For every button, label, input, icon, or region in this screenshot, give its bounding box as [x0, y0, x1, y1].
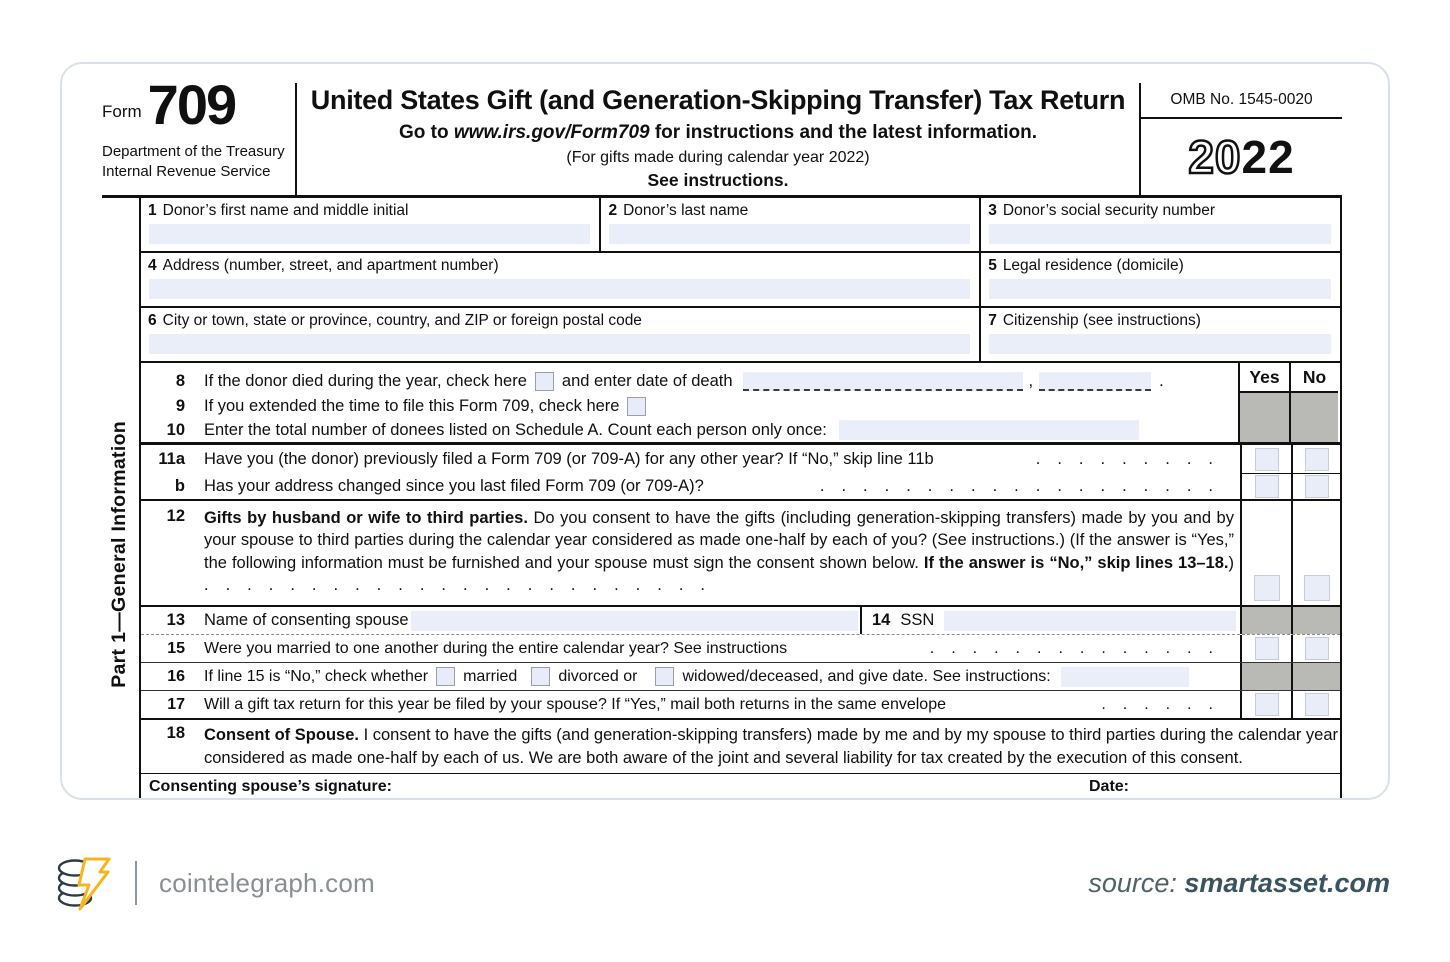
cointelegraph-site-text: cointelegraph.com: [159, 867, 375, 898]
shaded-yes-cell: [1238, 393, 1289, 442]
line-11b-text: Has your address changed since you last filed Form 709 (or 709-A)?: [204, 476, 704, 495]
line-18-text: I consent to have the gifts (and generation-skipping transfers) made by me and by my spouse to third parties during the calendar year considered as made one-half by each of us. We are both aware of the joint and several liability for tax created by the execution of this consent.: [204, 726, 1339, 767]
line-11a-yes-checkbox[interactable]: [1255, 448, 1279, 471]
line-18-number: 18: [166, 724, 185, 742]
row-12: [141, 501, 1340, 607]
line-17-yes-cell: [1240, 691, 1291, 718]
field-donor-last-name: [599, 198, 979, 251]
line-15-number: 15: [167, 639, 185, 657]
field-2-number: 2: [608, 202, 618, 219]
donor-died-checkbox[interactable]: [535, 372, 554, 391]
line-11a-no-cell: [1291, 445, 1340, 473]
field-6-number: 6: [148, 312, 157, 329]
no-header: No: [1289, 363, 1338, 393]
source-site: smartasset.com: [1184, 867, 1390, 898]
line-11b-no-checkbox[interactable]: [1305, 475, 1329, 498]
line-13-number: 13: [166, 611, 185, 629]
field-14-ssn: [860, 607, 1240, 634]
goto-suffix: for instructions and the latest information.: [649, 122, 1037, 143]
year-outline-digits: 20: [1188, 131, 1242, 183]
field-1-label: Donor’s first name and middle initial: [162, 202, 409, 219]
line-8-text-post: and enter date of death: [561, 371, 733, 390]
line-11a-text: Have you (the donor) previously filed a Form 709 (or 709-A) for any other year? If “No,” skip line 11b: [204, 449, 934, 468]
rows-8-10-block: [141, 363, 1340, 445]
row-16: [141, 663, 1340, 691]
line-8-period: .: [1159, 371, 1164, 390]
field-citizenship: [979, 308, 1340, 361]
line-12-number: 12: [166, 507, 185, 525]
divorced-label: divorced or: [558, 667, 638, 685]
line-16: [141, 663, 1240, 690]
line-16-shaded-no-cell: [1291, 663, 1340, 690]
line-12-paragraph: [204, 507, 1240, 605]
widowed-label: widowed/deceased, and give date. See instructions:: [682, 667, 1051, 685]
yes-no-header: [1238, 363, 1340, 393]
line-11a: [141, 445, 1240, 473]
field-2-label: Donor’s last name: [623, 202, 749, 219]
extended-time-checkbox[interactable]: [627, 397, 646, 416]
row-17: [141, 691, 1340, 720]
line-8-text-pre: If the donor died during the year, check here: [204, 371, 527, 390]
line-15-dot-leader: ..............: [929, 639, 1230, 657]
citizenship-input[interactable]: [989, 334, 1331, 354]
year-solid-digits: 22: [1241, 131, 1295, 183]
line-11b-no-cell: [1291, 473, 1340, 499]
line-12-dot-leader: ........................: [204, 576, 723, 595]
line-15-no-cell: [1291, 635, 1340, 662]
line-12-close-paren: ): [1228, 553, 1234, 572]
source-prefix: source:: [1088, 867, 1185, 898]
line-15-yes-cell: [1240, 635, 1291, 662]
line-16-shaded-yes-cell: [1240, 663, 1291, 690]
consenting-spouse-name-input[interactable]: [411, 611, 858, 631]
row-6-7: [141, 308, 1340, 363]
field-city: [141, 308, 979, 361]
line-17-number: 17: [167, 695, 185, 713]
field-7-number: 7: [988, 312, 997, 329]
line-14-number: 14: [872, 611, 891, 629]
line-10: [141, 418, 1238, 442]
line-13-shaded-yes-cell: [1240, 607, 1291, 634]
goto-prefix: Go to: [399, 122, 454, 143]
donor-first-name-input[interactable]: [149, 224, 590, 244]
cointelegraph-logo-icon: [55, 852, 113, 914]
line-9-text: If you extended the time to file this Form 709, check here: [204, 396, 620, 415]
line-11a-yes-cell: [1240, 445, 1291, 473]
field-donor-ssn: [979, 198, 1340, 251]
row-4-5: [141, 253, 1340, 308]
shaded-no-cell: [1289, 393, 1338, 442]
calendar-year-note: (For gifts made during calendar year 2022): [566, 149, 870, 166]
total-donees-input[interactable]: [839, 420, 1139, 440]
form-number: 709: [147, 73, 236, 136]
omb-number: OMB No. 1545-0020: [1141, 83, 1342, 119]
line-16-date-input[interactable]: [1061, 667, 1189, 687]
agency-line-1: Department of the Treasury: [102, 143, 285, 161]
form-number-block: [102, 73, 295, 136]
donor-last-name-input[interactable]: [609, 224, 970, 244]
line-18-paragraph: [204, 724, 1340, 773]
line-17: [141, 691, 1240, 718]
line-14-text: SSN: [900, 611, 935, 629]
source-credit: [1088, 868, 1390, 899]
field-3-label: Donor’s social security number: [1002, 202, 1216, 219]
line-11a-no-checkbox[interactable]: [1305, 448, 1329, 471]
line-16-text-pre: If line 15 is “No,” check whether: [204, 667, 429, 685]
line-12-yes-checkbox[interactable]: [1254, 575, 1280, 601]
rows-8-10-text: [141, 363, 1238, 442]
line-13-text: Name of consenting spouse: [204, 611, 409, 629]
line-18-bold-lead: Consent of Spouse.: [204, 726, 359, 744]
line-9-number: 9: [175, 396, 185, 415]
agency-line-2: Internal Revenue Service: [102, 162, 271, 180]
legal-residence-input[interactable]: [989, 279, 1331, 299]
rows-9-10-shaded: [1238, 393, 1340, 442]
line-17-text: Will a gift tax return for this year be filed by your spouse? If “Yes,” mail both returns in the same envelope: [204, 695, 946, 713]
form-word: Form: [102, 102, 142, 122]
line-17-no-checkbox[interactable]: [1305, 693, 1329, 716]
line-17-yes-checkbox[interactable]: [1255, 693, 1279, 716]
address-input[interactable]: [149, 279, 970, 299]
line-11b-dot-leader: ...................: [819, 476, 1230, 495]
footer: [55, 848, 1390, 918]
footer-divider: [135, 861, 137, 905]
consenting-spouse-signature-label: Consenting spouse’s signature:: [149, 778, 392, 795]
row-1-2-3: [141, 198, 1340, 253]
line-17-no-cell: [1291, 691, 1340, 718]
line-11b: [141, 473, 1240, 499]
form-709-card: [60, 62, 1390, 800]
form-header: [102, 64, 1342, 198]
row-18: [141, 720, 1340, 774]
date-of-death-input[interactable]: [743, 372, 1023, 391]
general-information-table: [139, 198, 1342, 800]
divorced-checkbox[interactable]: [531, 667, 550, 686]
row-11b: [141, 473, 1340, 501]
field-7-label: Citizenship (see instructions): [1002, 312, 1201, 329]
signature-row: [141, 774, 1340, 800]
city-input[interactable]: [149, 334, 970, 354]
field-donor-first-name: [141, 198, 599, 251]
line-10-number: 10: [166, 420, 185, 439]
line-12-text: Do you consent to have the gifts (including generation-skipping transfers) made by you and by your spouse to third parties during the calendar year considered as made one-half by each of you? (See instructions.) (If the answer is “Yes,” the following information must be furnished and your spouse must sign the consent shown below.: [204, 509, 1234, 572]
date-label: Date:: [1089, 778, 1130, 795]
part1-sidebar: [100, 344, 139, 764]
row-11a: [141, 445, 1340, 473]
yes-header: Yes: [1238, 363, 1289, 393]
line-12-bold-lead: Gifts by husband or wife to third parties.: [204, 509, 528, 527]
yes-no-column: [1238, 363, 1340, 442]
line-17-dot-leader: ......: [1101, 695, 1230, 713]
see-instructions: See instructions.: [647, 170, 789, 190]
field-5-label: Legal residence (domicile): [1002, 257, 1184, 274]
married-label: married: [463, 667, 518, 685]
irs-url: www.irs.gov/Form709: [453, 122, 650, 143]
form-header-left: [102, 64, 295, 195]
field-1-number: 1: [148, 202, 157, 219]
line-12-no-checkbox[interactable]: [1304, 575, 1330, 601]
agency-lines: [102, 142, 295, 181]
line-15-yes-checkbox[interactable]: [1255, 637, 1279, 660]
line-15-text: Were you married to one another during the entire calendar year? See instructions: [204, 639, 788, 657]
part1-label: Part 1—General Information: [108, 420, 130, 688]
line-8-comma: ,: [1028, 371, 1034, 390]
line-12-no-cell: [1291, 501, 1340, 605]
form-header-right: [1139, 83, 1342, 195]
line-8: [141, 368, 1238, 395]
field-legal-residence: [979, 253, 1340, 306]
line-9: [141, 395, 1238, 419]
field-4-label: Address (number, street, and apartment number): [162, 257, 499, 274]
form-title: United States Gift (and Generation-Skipping Transfer) Tax Return: [310, 85, 1126, 115]
line-10-text: Enter the total number of donees listed on Schedule A. Count each person only once:: [204, 420, 827, 439]
line-12-bold-skip: If the answer is “No,” skip lines 13–18.: [923, 553, 1229, 572]
field-address: [141, 253, 979, 306]
line-16-number: 16: [167, 667, 185, 685]
field-3-number: 3: [988, 202, 997, 219]
field-6-label: City or town, state or province, country, and ZIP or foreign postal code: [162, 312, 642, 329]
widowed-checkbox[interactable]: [655, 667, 674, 686]
row-15: [141, 635, 1340, 663]
line-11b-number: b: [174, 476, 185, 495]
line-15-no-checkbox[interactable]: [1305, 637, 1329, 660]
field-5-number: 5: [988, 257, 997, 274]
form-header-center: [295, 83, 1139, 195]
field-4-number: 4: [148, 257, 157, 274]
line-11b-yes-cell: [1240, 473, 1291, 499]
spouse-ssn-input[interactable]: [944, 611, 1236, 631]
line-13-shaded-no-cell: [1291, 607, 1340, 634]
goto-line: [297, 122, 1139, 144]
date-of-death-year-input[interactable]: [1039, 372, 1151, 391]
line-15: [141, 635, 1240, 662]
line-11a-number: 11a: [158, 449, 185, 468]
line-12-yes-cell: [1240, 501, 1291, 605]
tax-year: [1141, 119, 1342, 195]
line-11a-dot-leader: .........: [1035, 449, 1230, 468]
line-13-14: [141, 607, 1240, 634]
donor-ssn-input[interactable]: [989, 224, 1331, 244]
line-11b-yes-checkbox[interactable]: [1255, 475, 1279, 498]
row-13-14: [141, 607, 1340, 635]
line-8-number: 8: [175, 371, 185, 390]
line-12: [141, 501, 1240, 605]
married-checkbox[interactable]: [436, 667, 455, 686]
